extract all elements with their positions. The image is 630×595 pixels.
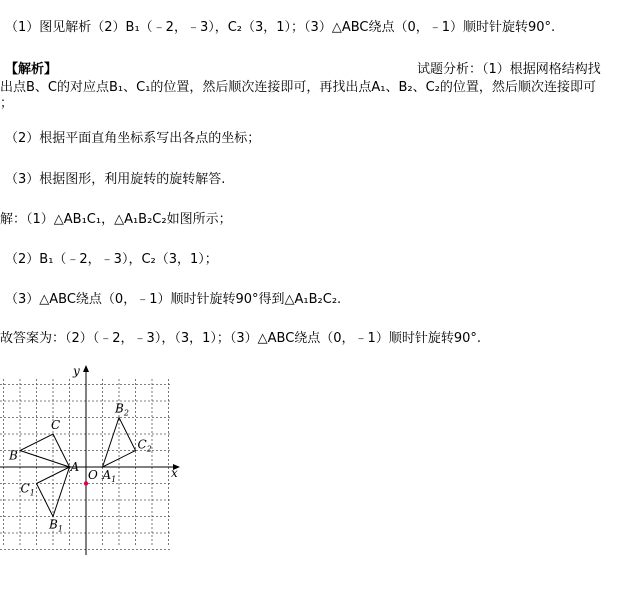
rotation-center-dot (84, 481, 88, 485)
answer-line: （1）图见解析（2）B₁（﹣2，﹣3），C₂（3，1）；（3）△ABC绕点（0，﹣1）顺时针旋转90°. (5, 20, 556, 35)
analysis-step3: （3）根据图形，利用旋转的旋转解答. (5, 172, 226, 187)
point-label-C: C (51, 418, 61, 432)
x-axis-label: x (171, 466, 178, 480)
axes (0, 365, 180, 555)
origin-label: O (88, 468, 98, 482)
solution-line1: 解：（1）△AB₁C₁，△A₁B₂C₂如图所示； (0, 212, 232, 227)
point-label-C1: $C_1$ (20, 481, 35, 498)
analysis-line3: ； (0, 96, 14, 111)
point-label-C2: $C_2$ (137, 437, 152, 454)
analysis-title: 试题分析：（1）根据网格结构找 (417, 62, 601, 77)
solution-line3: （3）△ABC绕点（0，﹣1）顺时针旋转90°得到△A₁B₂C₂. (5, 292, 342, 307)
solution-conclusion: 故答案为：（2）（﹣2，﹣3），（3，1）；（3）△ABC绕点（0，﹣1）顺时针旋转90°. (0, 331, 482, 346)
point-label-A1: $A_1$ (102, 468, 117, 484)
grid (0, 379, 170, 550)
point-label-B1: $B_1$ (49, 517, 63, 534)
point-label-B2: $B_2$ (115, 401, 129, 418)
y-axis-arrow (83, 365, 89, 372)
analysis-step2: （2）根据平面直角坐标系写出各点的坐标； (5, 131, 261, 146)
point-label-A: A (70, 460, 80, 474)
analysis-heading: 【解析】 (5, 62, 58, 77)
solution-line2: （2）B₁（﹣2，﹣3），C₂（3，1）； (5, 252, 218, 267)
analysis-line2: 出点B、C的对应点B₁、C₁的位置，然后顺次连接即可，再找出点A₁、B₂、C₂的位置，然后顺次连接即可 (0, 80, 596, 95)
y-axis-label: y (73, 365, 80, 378)
point-label-B: B (9, 448, 18, 463)
coordinate-figure (0, 365, 185, 555)
